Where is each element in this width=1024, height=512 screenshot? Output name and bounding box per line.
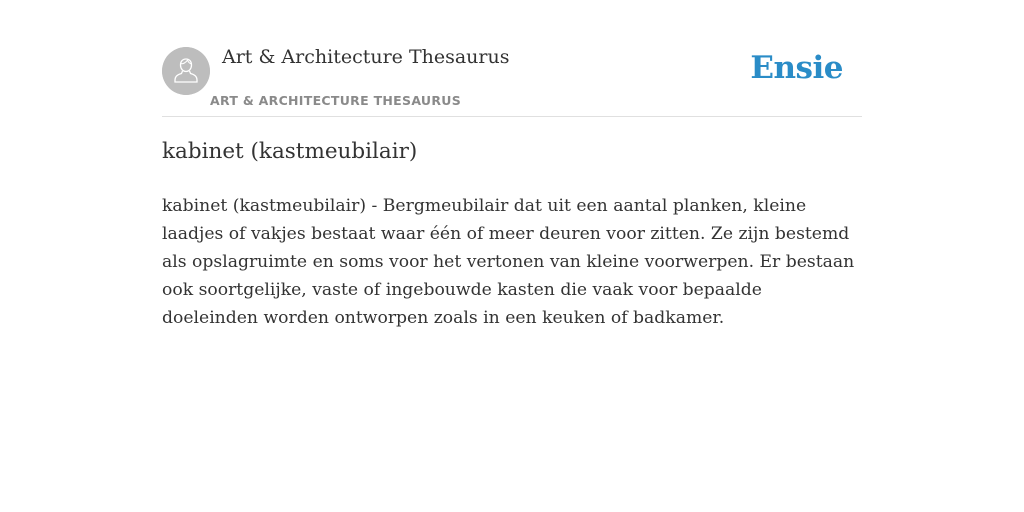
entry-title: kabinet (kastmeubilair) <box>162 139 418 164</box>
ensie-logo[interactable]: Ensie <box>750 50 843 86</box>
entry-definition: kabinet (kastmeubilair) - Bergmeubilair dat uit een aantal planken, kleine laadjes of vakjes bestaat waar één of meer deuren voor zitten. Ze zijn bestemd als opslagruimte en soms voor het vertonen van kleine voorwerpen. Er bestaan ook soortgelijke, vaste of ingebouwde kasten die vaak voor bepaalde doeleinden worden ontworpen zoals in een keuken of badkamer. <box>162 196 855 328</box>
page-container <box>162 0 862 328</box>
user-silhouette-icon[interactable] <box>162 47 210 95</box>
source-header <box>162 0 862 117</box>
source-title-link[interactable]: Art & Architecture Thesaurus <box>222 46 510 68</box>
source-subtitle: ART & ARCHITECTURE THESAURUS <box>210 93 462 108</box>
